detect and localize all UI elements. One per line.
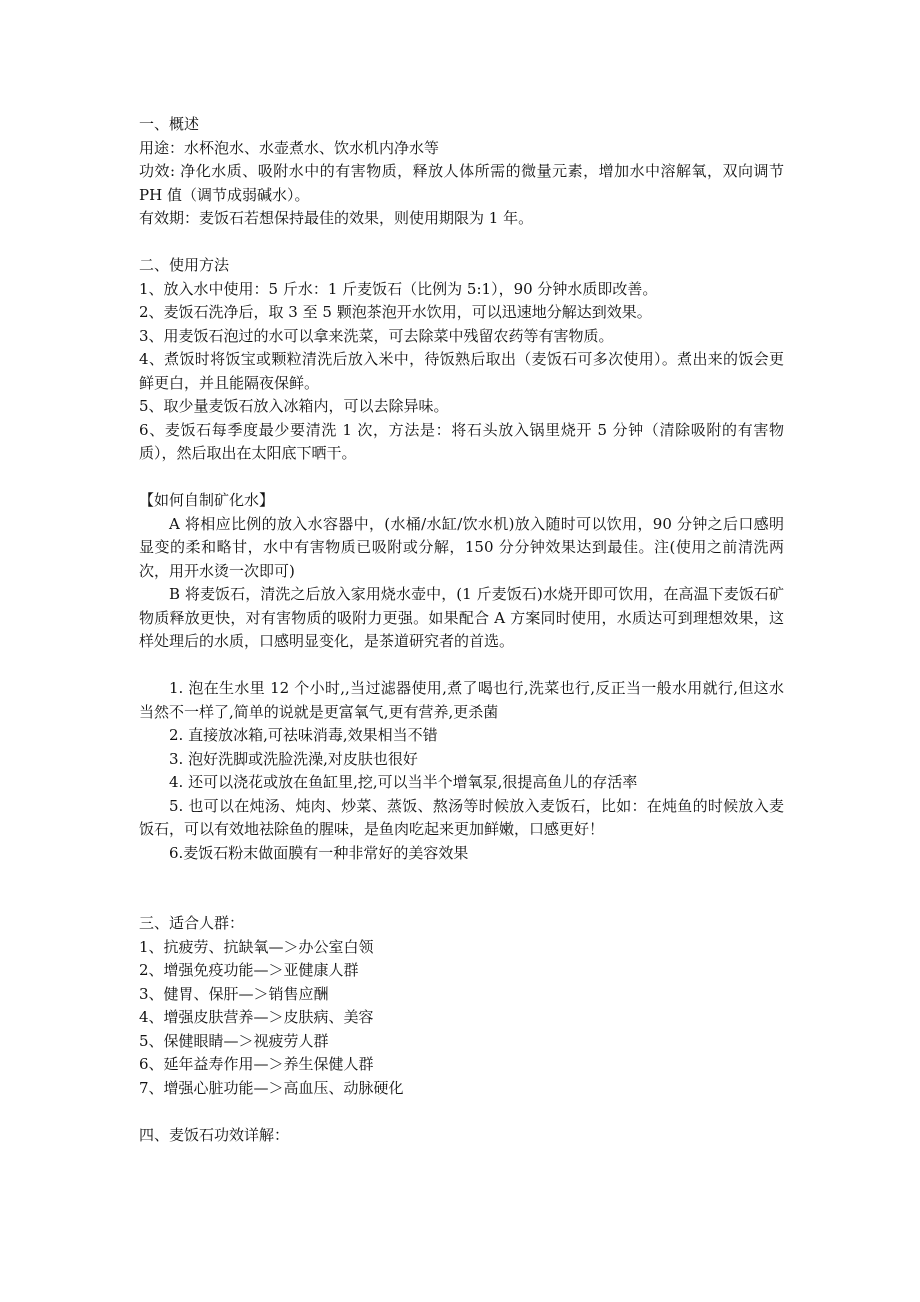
tip-item: 4. 还可以浇花或放在鱼缸里,挖,可以当半个增氧泵,很提高鱼儿的存活率	[169, 773, 638, 791]
suitable-item: 6、延年益寿作用—＞养生保健人群	[139, 1055, 374, 1073]
spacer	[139, 865, 784, 912]
plan-b-paragraph: B 将麦饭石，清洗之后放入家用烧水壶中，(1 斤麦饭石)水烧开即可饮用，在高温下麦饭石矿物质释放更快，对有害物质的吸附力更强。如果配合 A 方案同时使用，水质达可到理想效果，这样处理后的水质，口感明显变化，是茶道研究者的首选。	[139, 585, 784, 650]
suitable-item: 3、健胃、保肝—＞销售应酬	[139, 984, 329, 1003]
usage-item: 6、麦饭石每季度最少要清洗 1 次，方法是：将石头放入锅里烧开 5 分钟（清除吸附的有害物质），然后取出在太阳底下晒干。	[139, 420, 784, 462]
usage-item: 5、取少量麦饭石放入冰箱内，可以去除异味。	[139, 397, 449, 415]
plan-a-paragraph: A 将相应比例的放入水容器中，(水桶/水缸/饮水机)放入随时可以饮用，90 分钟之后口感明显变的柔和略甘，水中有害物质已吸附或分解，150 分分钟效果达到最佳。注(使用之前清洗两次，用开水烫一次即可)	[139, 514, 784, 580]
section-heading-details: 四、麦饭石功效详解：	[139, 1125, 290, 1144]
suitable-item: 5、保健眼睛—＞视疲劳人群	[139, 1031, 329, 1050]
section-heading-suitable: 三、适合人群：	[139, 914, 245, 932]
document-body	[139, 113, 784, 1147]
section-heading-mineral-water: 【如何自制矿化水】	[139, 491, 275, 509]
suitable-item: 2、增强免疫功能—＞亚健康人群	[139, 961, 359, 979]
tip-item: 6.麦饭石粉末做面膜有一种非常好的美容效果	[169, 843, 469, 862]
spacer	[139, 466, 784, 490]
tip-item: 3. 泡好洗脚或洗脸洗澡,对皮肤也很好	[169, 749, 418, 768]
usage-item: 3、用麦饭石泡过的水可以拿来洗菜，可去除菜中残留农药等有害物质。	[139, 326, 614, 345]
usage-item: 4、煮饭时将饭宝或颗粒清洗后放入米中，待饭熟后取出（麦饭石可多次使用）。煮出来的饭会更鲜更白，并且能隔夜保鲜。	[139, 350, 784, 392]
spacer	[139, 654, 784, 678]
spacer	[139, 1100, 784, 1124]
tip-item: 1. 泡在生水里 12 个小时,,当过滤器使用,煮了喝也行,洗菜也行,反正当一般水用就行,但这水当然不一样了,简单的说就是更富氧气,更有营养,更杀菌	[139, 679, 784, 721]
spacer	[139, 231, 784, 255]
suitable-item: 4、增强皮肤营养—＞皮肤病、美容	[139, 1008, 374, 1026]
usage-line: 用途：水杯泡水、水壶煮水、饮水机内净水等	[139, 138, 440, 157]
tip-item: 5. 也可以在炖汤、炖肉、炒菜、蒸饭、熬汤等时候放入麦饭石，比如：在炖鱼的时候放入麦饭石，可以有效地祛除鱼的腥味，是鱼肉吃起来更加鲜嫩，口感更好！	[139, 796, 784, 838]
effect-paragraph: 功效: 净化水质、吸附水中的有害物质，释放人体所需的微量元素，增加水中溶解氧，双向调节 PH 值（调节成弱碱水）。	[139, 162, 784, 204]
section-heading-overview: 一、概述	[139, 115, 200, 133]
section-heading-usage-method: 二、使用方法	[139, 256, 230, 274]
tip-item: 2. 直接放冰箱,可祛味消毒,效果相当不错	[169, 726, 438, 744]
usage-item: 2、麦饭石洗净后，取 3 至 5 颗泡茶泡开水饮用，可以迅速地分解达到效果。	[139, 303, 652, 321]
validity-line: 有效期：麦饭石若想保持最佳的效果，则使用期限为 1 年。	[139, 209, 534, 227]
suitable-item: 1、抗疲劳、抗缺氧—＞办公室白领	[139, 937, 374, 956]
usage-item: 1、放入水中使用：5 斤水：1 斤麦饭石（比例为 5:1），90 分钟水质即改善。	[139, 279, 658, 298]
suitable-item: 7、增强心脏功能—＞高血压、动脉硬化	[139, 1078, 404, 1097]
